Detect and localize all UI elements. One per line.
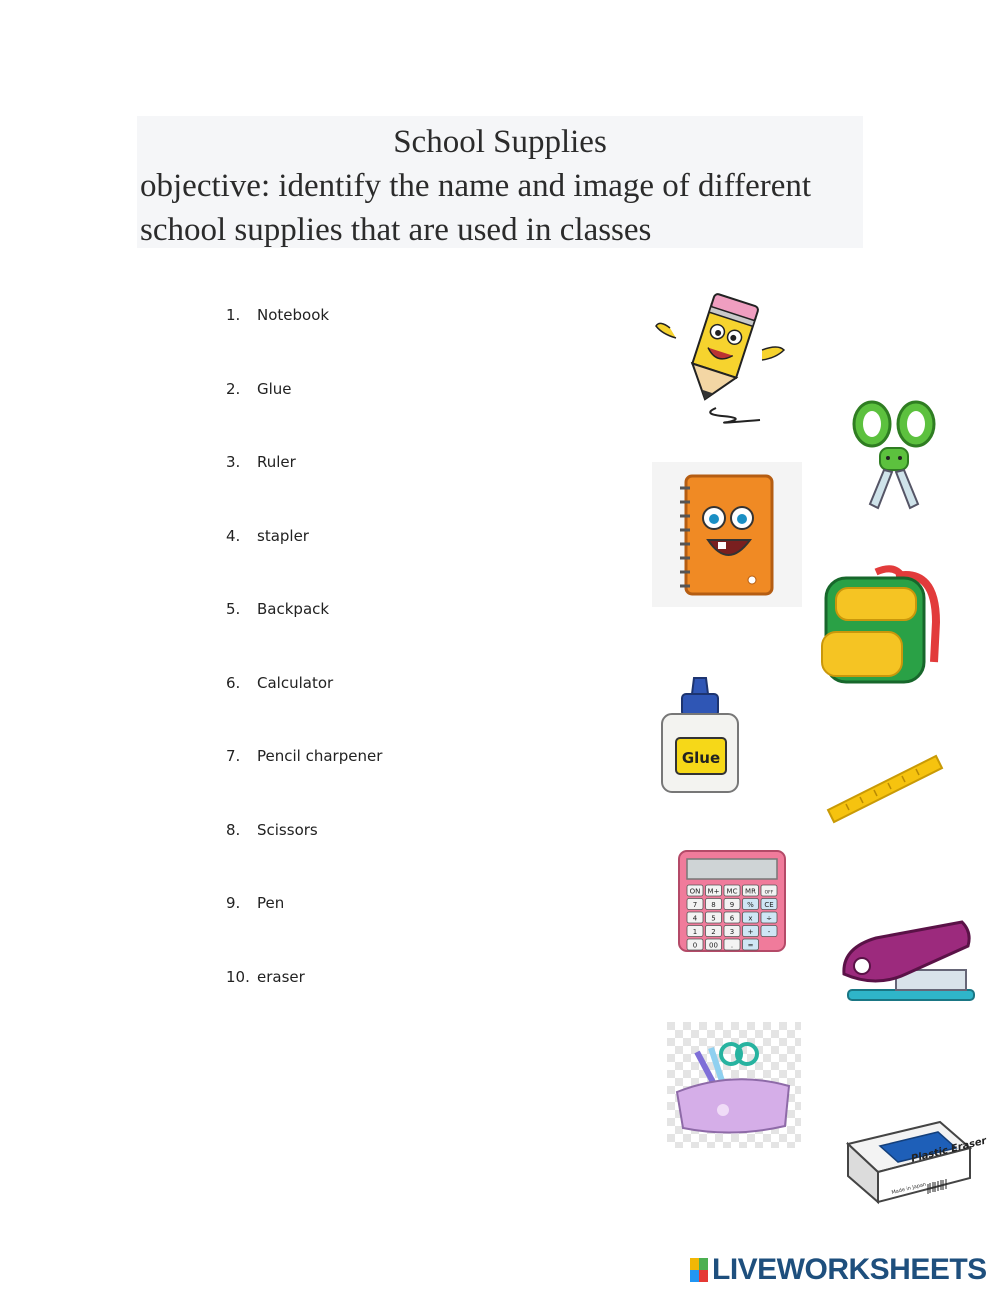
calculator-key-label: 5 bbox=[711, 914, 716, 923]
ruler-icon[interactable] bbox=[824, 750, 944, 825]
eraser-brand-text: Plastic Eraser bbox=[910, 1135, 988, 1165]
calculator-key-label: MC bbox=[726, 887, 738, 896]
calculator-key-label: 4 bbox=[692, 914, 698, 923]
backpack-icon[interactable] bbox=[816, 562, 941, 687]
calculator-key-label: 3 bbox=[729, 928, 735, 936]
calculator-key-label: ON bbox=[689, 887, 701, 896]
list-item: 2. Glue bbox=[226, 380, 292, 398]
logo-text: LIVEWORKSHEETS bbox=[712, 1253, 987, 1286]
calculator-key-label: OFF bbox=[764, 890, 774, 896]
list-item: 7. Pencil charpener bbox=[226, 747, 383, 765]
calculator-key-label: x bbox=[748, 914, 753, 923]
pencil-icon[interactable] bbox=[652, 290, 792, 425]
list-item: 8. Scissors bbox=[226, 821, 318, 839]
calculator-key-label: 6 bbox=[729, 914, 735, 923]
calculator-key-label: ÷ bbox=[766, 914, 772, 923]
list-item: 6. Calculator bbox=[226, 674, 334, 692]
scissors-icon[interactable] bbox=[848, 398, 940, 513]
glue-bottle-icon[interactable] bbox=[620, 668, 790, 808]
glue-label: Glue bbox=[681, 749, 721, 767]
stapler-icon[interactable] bbox=[836, 918, 978, 1010]
calculator-key-label: - bbox=[767, 928, 771, 936]
calculator-icon[interactable] bbox=[677, 849, 787, 953]
list-item: 1. Notebook bbox=[226, 306, 330, 324]
calculator-key-label: 2 bbox=[711, 928, 716, 936]
calculator-key-label: 00 bbox=[709, 941, 718, 950]
calculator-key-label: 1 bbox=[692, 928, 698, 936]
list-item: 9. Pen bbox=[226, 894, 285, 912]
calculator-key-label: 0 bbox=[692, 941, 698, 950]
logo-mark-icon bbox=[690, 1258, 708, 1282]
calculator-key-label: . bbox=[730, 941, 734, 950]
eraser-origin-text: Made in Japan bbox=[891, 1181, 927, 1196]
calculator-key-label: CE bbox=[764, 901, 774, 909]
calculator-key-label: % bbox=[747, 901, 754, 909]
notebook-icon[interactable] bbox=[652, 462, 802, 607]
calculator-key-label: M+ bbox=[707, 887, 720, 896]
calculator-key-label: MR bbox=[745, 887, 756, 896]
list-item: 5. Backpack bbox=[226, 600, 330, 618]
list-item: 3. Ruler bbox=[226, 453, 296, 471]
eraser-icon[interactable] bbox=[840, 1118, 988, 1208]
worksheet-header bbox=[137, 116, 863, 248]
calculator-key-label: 7 bbox=[692, 901, 698, 909]
objective-text: objective: identify the name and image of different school supplies that are used in classes bbox=[140, 168, 812, 248]
calculator-key-label: 8 bbox=[711, 901, 716, 909]
calculator-key-label: + bbox=[747, 928, 754, 936]
calculator-key-label: = bbox=[747, 941, 754, 950]
list-item: 4. stapler bbox=[226, 527, 309, 545]
pencil-case-icon[interactable] bbox=[667, 1022, 801, 1148]
liveworksheets-logo[interactable] bbox=[690, 1254, 987, 1286]
list-item: 10. eraser bbox=[226, 968, 305, 986]
page-title: School Supplies bbox=[393, 124, 607, 160]
calculator-key-label: 9 bbox=[729, 901, 735, 909]
